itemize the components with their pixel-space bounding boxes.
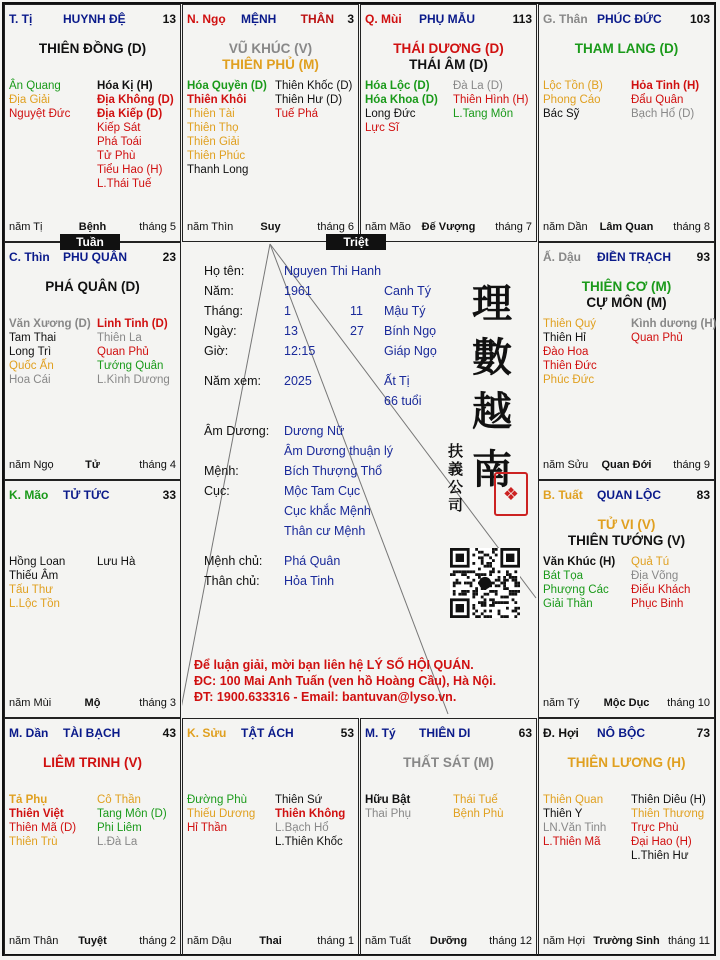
minor-star: Cô Thần	[97, 794, 141, 806]
minor-star: Thiên Trù	[9, 836, 58, 848]
minor-star: Thiên Việt	[9, 808, 64, 820]
palace-branch: K. Sửu	[187, 726, 227, 740]
label-ho-ten: Họ tên:	[204, 264, 245, 278]
minor-star: Hóa Kị (H)	[97, 80, 153, 92]
minor-star: Lực Sĩ	[365, 122, 399, 134]
label-than-chu: Thân chủ:	[204, 574, 260, 588]
minor-star: Thanh Long	[187, 164, 249, 176]
palace-footer	[543, 221, 710, 235]
minor-stars-left	[9, 79, 70, 121]
minor-star: Tuế Phá	[275, 108, 319, 120]
minor-stars-right	[453, 79, 528, 121]
minor-stars-left	[365, 793, 411, 821]
main-stars	[7, 41, 178, 57]
minor-star: Hỏa Tinh (H)	[631, 80, 700, 92]
palace-age: 3	[347, 12, 354, 26]
palace-month: tháng 10	[667, 697, 710, 709]
value-am-duong-2: Âm Dương thuận lý	[284, 444, 393, 458]
value-ngay: 13	[284, 324, 298, 338]
palace-year: năm Ngọ	[9, 459, 54, 471]
minor-star: Thiên Giải	[187, 136, 240, 148]
palace-cycle: Tuyệt	[78, 935, 107, 947]
main-stars	[7, 279, 178, 295]
main-star: THIÊN CƠ (M)	[581, 279, 672, 294]
minor-stars-right	[631, 79, 699, 121]
main-stars	[185, 41, 356, 73]
palace-footer	[543, 935, 710, 949]
main-stars	[363, 41, 534, 73]
palace-branch: M. Dần	[9, 726, 49, 740]
minor-star: Thiếu Dương	[187, 808, 256, 820]
minor-stars-right	[453, 793, 504, 821]
palace-dan[interactable]	[4, 718, 181, 956]
minor-star: Tả Phụ	[9, 794, 48, 806]
palace-month: tháng 3	[139, 697, 176, 709]
minor-star: Thiên Tài	[187, 108, 235, 120]
palace-thin[interactable]	[4, 242, 181, 480]
palace-branch: M. Tý	[365, 726, 396, 740]
label-menh-chu: Mệnh chủ:	[204, 554, 263, 568]
minor-star: Lưu Hà	[97, 556, 136, 568]
palace-name: QUAN LỘC	[597, 488, 661, 502]
palace-header	[9, 12, 176, 28]
label-menh: Mệnh:	[204, 464, 239, 478]
minor-stars-right	[97, 79, 174, 191]
minor-star: Quan Phủ	[97, 346, 149, 358]
minor-star: Tang Môn (D)	[97, 808, 167, 820]
minor-star: Thiên Diêu (H)	[631, 794, 706, 806]
palace-branch: Ấ. Dậu	[543, 250, 582, 264]
minor-star: Kình dương (H)	[631, 318, 717, 330]
minor-star: Đại Hao (H)	[631, 836, 692, 848]
value-ho-ten: Nguyen Thi Hanh	[284, 264, 382, 278]
palace-cycle: Đế Vượng	[421, 221, 476, 233]
minor-star: Hóa Lộc (D)	[365, 80, 430, 92]
palace-age: 103	[689, 12, 710, 26]
palace-footer	[9, 221, 176, 235]
minor-star: Bạch Hổ (D)	[631, 108, 695, 120]
minor-stars-left	[543, 793, 606, 849]
palace-footer	[187, 935, 354, 949]
palace-age: 33	[162, 488, 176, 502]
main-star: LIÊM TRINH (V)	[43, 755, 142, 770]
minor-star: Trực Phù	[631, 822, 679, 834]
minor-star: L.Đà La	[97, 836, 138, 848]
main-star: PHÁ QUÂN (D)	[45, 279, 140, 294]
contact-line-3: ĐT: 1900.633316 - Email: bantuvan@lyso.vn.	[194, 690, 457, 704]
palace-dau[interactable]	[538, 242, 715, 480]
minor-star: Lộc Tồn (B)	[543, 80, 603, 92]
minor-star: Hoa Cái	[9, 374, 51, 386]
palace-name: TÀI BẠCH	[63, 726, 121, 740]
minor-star: Đà La (D)	[453, 80, 503, 92]
palace-month: tháng 5	[139, 221, 176, 233]
value-nam-can: Canh Tý	[384, 284, 432, 298]
contact-line-2: ĐC: 100 Mai Anh Tuấn (ven hồ Hoàng Cầu), Hà Nội.	[194, 674, 497, 688]
minor-star: Địa Kiếp (D)	[97, 108, 163, 120]
main-star: THIÊN PHỦ (M)	[222, 57, 319, 72]
palace-suu[interactable]	[182, 718, 359, 956]
palace-header	[543, 12, 710, 28]
value-gio-can: Giáp Ngọ	[384, 344, 437, 358]
minor-star: Tam Thai	[9, 332, 57, 344]
minor-star: Thiên La	[97, 332, 142, 344]
value-nam-xem-can: Ất Tị	[384, 374, 410, 388]
palace-cycle: Mộc Dục	[603, 697, 650, 709]
palace-age: 113	[512, 12, 532, 26]
minor-star: Hóa Khoa (D)	[365, 94, 438, 106]
minor-stars-left	[9, 555, 65, 611]
palace-year: năm Thìn	[187, 221, 234, 233]
minor-star: Phi Liêm	[97, 822, 142, 834]
palace-branch: K. Mão	[9, 488, 49, 502]
minor-star: Thiếu Âm	[9, 570, 59, 582]
palace-header	[9, 488, 176, 504]
value-cuc: Mộc Tam Cục	[284, 484, 361, 498]
minor-star: Bát Tọa	[543, 570, 584, 582]
main-stars	[7, 755, 178, 771]
minor-stars-right	[631, 555, 690, 611]
minor-star: Giải Thần	[543, 598, 593, 610]
value-nam-xem: 2025	[284, 374, 312, 388]
value-am-duong: Dương Nữ	[284, 424, 345, 438]
palace-year: năm Mão	[365, 221, 411, 233]
minor-stars-left	[543, 79, 603, 121]
palace-year: năm Dậu	[187, 935, 232, 947]
minor-star: Tiểu Hao (H)	[97, 164, 163, 176]
palace-cycle: Thai	[259, 935, 282, 947]
minor-star: Tấu Thư	[9, 584, 53, 596]
palace-year: năm Dần	[543, 221, 588, 233]
value-nam: 1961	[284, 284, 312, 298]
minor-star: L.Thiên Hư	[631, 850, 689, 862]
palace-header	[187, 12, 354, 28]
palace-cycle: Tử	[85, 459, 100, 471]
palace-name: PHÚC ĐỨC	[597, 12, 662, 26]
calligraphy-char-4: 南	[472, 446, 512, 493]
palace-tuat[interactable]	[538, 480, 715, 718]
main-star: THẤT SÁT (M)	[403, 755, 494, 770]
label-cuc: Cục:	[204, 484, 230, 498]
palace-branch: G. Thân	[543, 12, 588, 26]
value-tuoi: 66 tuổi	[384, 394, 422, 408]
calligraphy-char-1: 理	[472, 280, 512, 327]
minor-star: L.Thiên Mã	[543, 836, 601, 848]
palace-month: tháng 4	[139, 459, 176, 471]
main-star: CỰ MÔN (M)	[586, 295, 667, 310]
palace-branch: T. Tị	[9, 12, 33, 26]
minor-star: Kiếp Sát	[97, 122, 141, 134]
palace-month: tháng 6	[317, 221, 354, 233]
palace-name: PHỤ MẪU	[419, 12, 475, 26]
value-thang-can: Mậu Tý	[384, 304, 426, 318]
palace-branch: B. Tuất	[543, 488, 583, 502]
palace-year: năm Thân	[9, 935, 59, 947]
value-thang: 1	[284, 304, 291, 318]
palace-footer	[543, 459, 710, 473]
minor-star: Long Đức	[365, 108, 416, 120]
palace-year: năm Mùi	[9, 697, 52, 709]
palace-branch: N. Ngọ	[187, 12, 226, 26]
minor-star: Phong Cáo	[543, 94, 601, 106]
palace-age: 83	[696, 488, 710, 502]
palace-name: TỬ TỨC	[63, 488, 110, 502]
minor-stars-left	[543, 555, 615, 611]
palace-year: năm Tuất	[365, 935, 411, 947]
palace-name: ĐIỀN TRẠCH	[597, 250, 671, 264]
main-stars	[541, 279, 712, 311]
minor-star: Địa Võng	[631, 570, 679, 582]
triet-marker: Triệt	[326, 234, 386, 250]
main-stars	[363, 755, 534, 771]
main-star: VŨ KHÚC (V)	[228, 41, 313, 56]
minor-star: L.Thiên Khốc	[275, 836, 343, 848]
minor-star: Thái Tuế	[453, 794, 498, 806]
minor-star: Thiên Y	[543, 808, 583, 820]
minor-star: Thiên Khốc (D)	[275, 80, 353, 92]
minor-star: Thiên Mã (D)	[9, 822, 77, 834]
main-stars	[541, 517, 712, 549]
minor-stars-left	[9, 317, 91, 387]
palace-ngo[interactable]	[182, 4, 359, 242]
palace-cycle: Suy	[260, 221, 281, 233]
minor-star: Thiên Không	[275, 808, 346, 820]
minor-star: Thiên Sứ	[275, 794, 323, 806]
palace-name: HUYNH ĐỆ	[63, 12, 126, 26]
calligraphy-char-2: 數	[472, 334, 512, 381]
palace-age: 43	[162, 726, 176, 740]
main-star: THÁI ÂM (D)	[409, 57, 488, 72]
main-star: TỬ VI (V)	[597, 517, 656, 532]
palace-month: tháng 2	[139, 935, 176, 947]
value-cuc-3: Thân cư Mệnh	[284, 524, 366, 538]
minor-star: Tướng Quân	[97, 360, 164, 372]
palace-month: tháng 9	[673, 459, 710, 471]
minor-star: Thiên Khôi	[187, 94, 247, 106]
palace-than[interactable]	[538, 4, 715, 242]
palace-month: tháng 7	[495, 221, 532, 233]
value-menh: Bích Thượng Thổ	[284, 464, 383, 478]
main-star: THAM LANG (D)	[574, 41, 679, 56]
minor-star: Bệnh Phù	[453, 808, 504, 820]
palace-month: tháng 1	[317, 935, 354, 947]
main-star: THIÊN ĐỒNG (D)	[38, 41, 147, 56]
palace-header	[365, 12, 532, 28]
main-star: THIÊN TƯỚNG (V)	[567, 533, 686, 548]
minor-star: Thiên Đức	[543, 360, 597, 372]
seal-side-text: 扶 義 公 司	[448, 442, 464, 514]
minor-stars-right	[97, 317, 170, 387]
minor-stars-right	[631, 793, 706, 863]
palace-name: TẬT ÁCH	[241, 726, 294, 740]
palace-cycle: Trường Sinh	[593, 935, 660, 947]
palace-name: MỆNH	[241, 12, 277, 26]
label-nam-xem: Năm xem:	[204, 374, 261, 388]
palace-ty[interactable]	[360, 718, 537, 956]
minor-star: Thiên Quý	[543, 318, 597, 330]
label-nam: Năm:	[204, 284, 234, 298]
minor-star: Tử Phù	[97, 150, 136, 162]
minor-star: Đào Hoa	[543, 346, 589, 358]
seal-mark: ❖	[502, 484, 520, 504]
palace-header	[543, 488, 710, 504]
main-stars	[541, 41, 712, 57]
palace-branch: C. Thìn	[9, 250, 50, 264]
palace-footer	[9, 459, 176, 473]
minor-star: Nguyệt Đức	[9, 108, 71, 120]
palace-age: 13	[162, 12, 176, 26]
minor-stars-right	[275, 793, 345, 849]
minor-star: Quốc Ấn	[9, 360, 54, 372]
palace-name: PHU QUÂN	[63, 250, 128, 264]
palace-header	[543, 250, 710, 266]
label-ngay: Ngày:	[204, 324, 237, 338]
than-marker: THÂN	[300, 12, 334, 26]
minor-star: Đẩu Quân	[631, 94, 684, 106]
minor-star: Long Trì	[9, 346, 52, 358]
palace-age: 73	[696, 726, 710, 740]
minor-star: Thiên Hư (D)	[275, 94, 343, 106]
minor-stars-right	[97, 555, 135, 569]
palace-ti[interactable]	[4, 4, 181, 242]
palace-age: 53	[340, 726, 354, 740]
minor-star: L.Tang Môn	[453, 108, 514, 120]
minor-stars-left	[187, 79, 267, 177]
minor-star: Địa Không (D)	[97, 94, 174, 106]
minor-star: Phục Binh	[631, 598, 684, 610]
palace-cycle: Mộ	[84, 697, 101, 709]
label-gio: Giờ:	[204, 344, 229, 358]
value-cuc-2: Cục khắc Mệnh	[284, 504, 371, 518]
minor-star: L.Kình Dương	[97, 374, 170, 386]
palace-footer	[365, 935, 532, 949]
minor-star: Điếu Khách	[631, 584, 691, 596]
minor-star: L.Bạch Hổ	[275, 822, 329, 834]
minor-star: Văn Xương (D)	[9, 318, 91, 330]
palace-header	[365, 726, 532, 742]
minor-star: Hồng Loan	[9, 556, 66, 568]
palace-name: THIÊN DI	[419, 726, 471, 740]
minor-star: Phá Toái	[97, 136, 142, 148]
minor-star: Bác Sỹ	[543, 108, 580, 120]
contact-line-1: Để luận giải, mời bạn liên hệ LÝ SỐ HỘI QUÁN.	[194, 658, 474, 672]
palace-name: NÔ BỘC	[597, 726, 645, 740]
palace-hoi[interactable]	[538, 718, 715, 956]
palace-cycle: Dưỡng	[429, 935, 468, 947]
minor-stars-left	[187, 793, 255, 835]
minor-star: Phượng Các	[543, 584, 609, 596]
minor-star: L.Lộc Tồn	[9, 598, 60, 610]
label-thang: Tháng:	[204, 304, 243, 318]
calligraphy-char-3: 越	[472, 388, 512, 435]
palace-cycle: Quan Đới	[601, 459, 652, 471]
palace-month: tháng 12	[489, 935, 532, 947]
palace-mui[interactable]	[360, 4, 537, 242]
minor-stars-right	[275, 79, 352, 121]
palace-header	[9, 726, 176, 742]
palace-branch: Q. Mùi	[365, 12, 402, 26]
palace-year: năm Sửu	[543, 459, 589, 471]
minor-star: LN.Văn Tinh	[543, 822, 607, 834]
minor-star: Ân Quang	[9, 80, 61, 92]
value-thang-al: 11	[350, 304, 363, 318]
minor-star: Thiên Quan	[543, 794, 604, 806]
qr-code[interactable]	[450, 548, 520, 618]
value-menh-chu: Phá Quân	[284, 554, 341, 568]
palace-age: 23	[162, 250, 176, 264]
palace-month: tháng 11	[667, 935, 710, 947]
minor-star: Linh Tinh (D)	[97, 318, 168, 330]
minor-stars-right	[97, 793, 167, 849]
palace-month: tháng 8	[673, 221, 710, 233]
palace-year: năm Hợi	[543, 935, 586, 947]
value-gio: 12:15	[284, 344, 316, 358]
minor-star: Địa Giải	[9, 94, 50, 106]
red-seal	[494, 472, 528, 516]
minor-star: Quả Tú	[631, 556, 670, 568]
minor-star: Hữu Bật	[365, 794, 411, 806]
palace-footer	[543, 697, 710, 711]
center-panel	[182, 242, 538, 716]
palace-year: năm Tị	[9, 221, 43, 233]
minor-star: Phúc Đức	[543, 374, 595, 386]
palace-cycle: Bệnh	[78, 221, 107, 233]
tuan-marker: Tuần	[60, 234, 120, 250]
palace-header	[9, 250, 176, 266]
minor-star: Quan Phủ	[631, 332, 683, 344]
palace-year: năm Tý	[543, 697, 580, 709]
minor-star: L.Thái Tuế	[97, 178, 152, 190]
value-ngay-al: 27	[350, 324, 364, 338]
minor-stars-left	[365, 79, 438, 135]
minor-star: Thai Phụ	[365, 808, 412, 820]
palace-footer	[187, 221, 354, 235]
value-than-chu: Hỏa Tinh	[284, 574, 335, 588]
main-star: THÁI DƯƠNG (D)	[393, 41, 504, 56]
palace-footer	[9, 697, 176, 711]
palace-header	[543, 726, 710, 742]
palace-footer	[9, 935, 176, 949]
palace-age: 63	[518, 726, 532, 740]
minor-stars-right	[631, 317, 716, 345]
palace-header	[187, 726, 354, 742]
palace-age: 93	[696, 250, 710, 264]
palace-footer	[365, 221, 532, 235]
minor-star: Văn Khúc (H)	[543, 556, 616, 568]
minor-star: Hỉ Thần	[187, 822, 228, 834]
palace-branch: Đ. Hợi	[543, 726, 579, 740]
minor-star: Thiên Hỉ	[543, 332, 586, 344]
palace-cycle: Lâm Quan	[599, 221, 654, 233]
minor-star: Thiên Thọ	[187, 122, 239, 134]
minor-star: Thiên Hình (H)	[453, 94, 529, 106]
minor-stars-left	[543, 317, 597, 387]
minor-star: Đường Phù	[187, 794, 247, 806]
minor-star: Thiên Phúc	[187, 150, 246, 162]
main-star: THIÊN LƯƠNG (H)	[567, 755, 686, 770]
minor-stars-left	[9, 793, 76, 849]
minor-star: Hóa Quyền (D)	[187, 80, 267, 92]
minor-star: Thiên Thương	[631, 808, 705, 820]
palace-mao[interactable]	[4, 480, 181, 718]
value-ngay-can: Bính Ngọ	[384, 324, 437, 338]
main-stars	[541, 755, 712, 771]
label-am-duong: Âm Dương:	[204, 424, 270, 438]
